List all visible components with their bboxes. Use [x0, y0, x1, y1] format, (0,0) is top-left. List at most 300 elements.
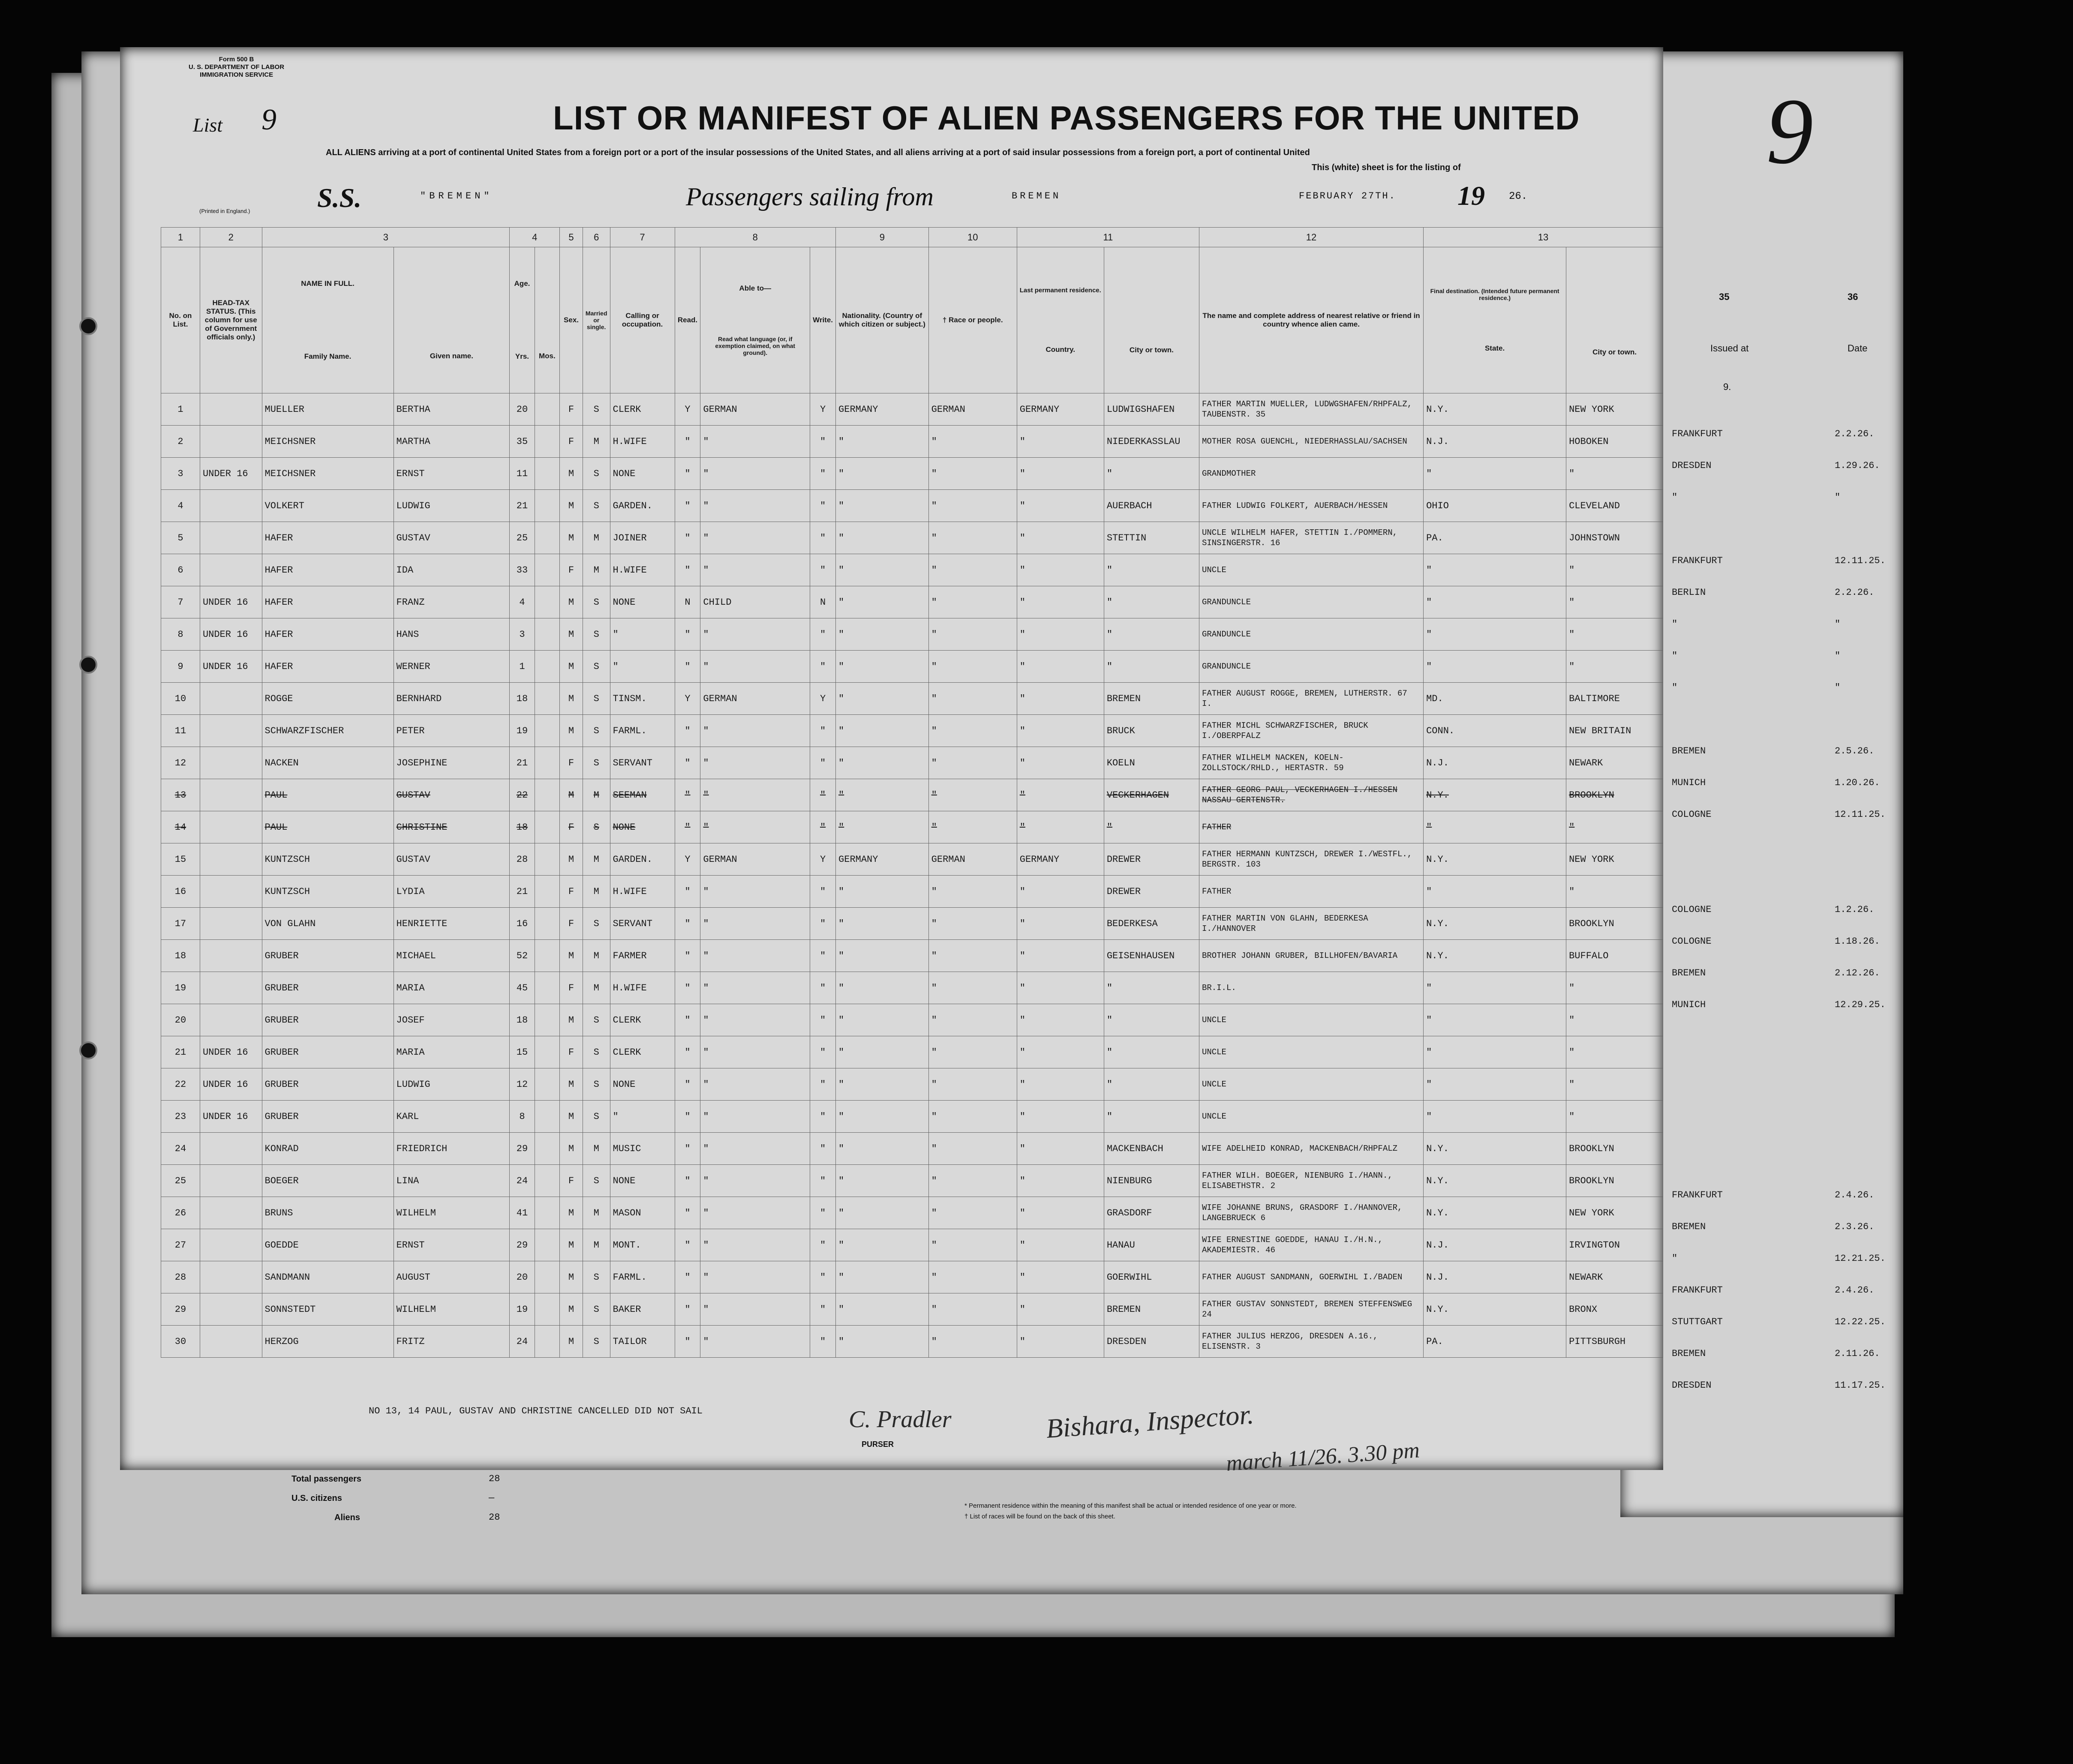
sheet-number: 9 [1766, 79, 1813, 183]
head-tax-status [200, 1229, 262, 1261]
year-prefix: 19 [1457, 180, 1485, 211]
sex: F [560, 972, 583, 1004]
row-number: 20 [161, 1004, 200, 1036]
table-row [161, 1293, 1663, 1326]
table-row [161, 458, 1663, 490]
can-write: " [810, 1036, 836, 1068]
issued-date: 2.5.26. [1835, 746, 1875, 756]
issued-at-place: STUTTGART [1672, 1317, 1723, 1327]
issued-at-place: COLOGNE [1672, 936, 1712, 947]
can-read: " [675, 908, 700, 940]
date-header: Date [1848, 343, 1868, 354]
age-years: 41 [510, 1197, 535, 1229]
marital-status: S [583, 1068, 610, 1101]
race: " [928, 1101, 1017, 1133]
age-years: 3 [510, 618, 535, 651]
marital-status: M [583, 1133, 610, 1165]
sex: M [560, 683, 583, 715]
residence-city: VECKERHAGEN [1104, 779, 1199, 811]
issued-at-place: MUNICH [1672, 777, 1706, 788]
marital-status: S [583, 747, 610, 779]
col-num: 8 [675, 228, 836, 247]
sex: M [560, 1261, 583, 1293]
can-read: Y [675, 683, 700, 715]
nearest-relative: GRANDUNCLE [1199, 618, 1423, 651]
can-read: " [675, 715, 700, 747]
can-read: " [675, 490, 700, 522]
sex: M [560, 1101, 583, 1133]
occupation: CLERK [610, 393, 675, 426]
age-years: 1 [510, 651, 535, 683]
destination-city: " [1566, 1004, 1663, 1036]
can-read: " [675, 779, 700, 811]
destination-city: " [1566, 651, 1663, 683]
can-read: " [675, 1068, 700, 1101]
table-row [161, 908, 1663, 940]
age-years: 16 [510, 908, 535, 940]
age-months [535, 1165, 560, 1197]
residence-city: NIEDERKASSLAU [1104, 426, 1199, 458]
issued-at-place: FRANKFURT [1672, 429, 1723, 439]
destination-city: JOHNSTOWN [1566, 522, 1663, 554]
given-name: WILHELM [394, 1197, 510, 1229]
table-row [161, 1004, 1663, 1036]
nearest-relative: FATHER MICHL SCHWARZFISCHER, BRUCK I./OBERPFALZ [1199, 715, 1423, 747]
head-tax-status [200, 843, 262, 876]
age-months [535, 1326, 560, 1358]
sex: F [560, 426, 583, 458]
issued-at-place: DRESDEN [1672, 460, 1712, 471]
issued-date: 2.4.26. [1835, 1190, 1875, 1200]
given-name: ERNST [394, 458, 510, 490]
nationality: GERMANY [836, 843, 929, 876]
destination-state: OHIO [1424, 490, 1566, 522]
age-months [535, 1229, 560, 1261]
family-name: GRUBER [262, 972, 394, 1004]
table-row [161, 940, 1663, 972]
yrs-label: Yrs. [515, 352, 529, 360]
age-months [535, 747, 560, 779]
head-tax-status: UNDER 16 [200, 1036, 262, 1068]
row-number: 12 [161, 747, 200, 779]
can-read: " [675, 1165, 700, 1197]
head-tax-status: UNDER 16 [200, 651, 262, 683]
age-months [535, 1133, 560, 1165]
nationality: " [836, 908, 929, 940]
age-months [535, 1036, 560, 1068]
age-years: 8 [510, 1101, 535, 1133]
total-passengers-value: 28 [489, 1473, 500, 1484]
residence-city: " [1104, 458, 1199, 490]
head-tax-status [200, 1165, 262, 1197]
nationality: " [836, 1165, 929, 1197]
inspector-signature: Bishara, Inspector. [1045, 1399, 1255, 1444]
residence-city: " [1104, 1004, 1199, 1036]
head-tax-status [200, 1326, 262, 1358]
can-read: " [675, 972, 700, 1004]
nearest-relative: FATHER HERMANN KUNTZSCH, DREWER I./WESTFL., BERGSTR. 103 [1199, 843, 1423, 876]
nationality: GERMANY [836, 393, 929, 426]
issued-at-place: BREMEN [1672, 968, 1706, 978]
sex: F [560, 811, 583, 843]
age-label: Age. [514, 279, 530, 288]
nationality: " [836, 458, 929, 490]
read-language: " [700, 554, 810, 586]
given-name: GUSTAV [394, 522, 510, 554]
age-years: 45 [510, 972, 535, 1004]
can-write: " [810, 522, 836, 554]
can-write: " [810, 458, 836, 490]
nearest-relative: UNCLE [1199, 1068, 1423, 1101]
given-name: PETER [394, 715, 510, 747]
can-write: " [810, 747, 836, 779]
family-name: KONRAD [262, 1133, 394, 1165]
given-name: MARIA [394, 972, 510, 1004]
marital-status: M [583, 522, 610, 554]
destination-state: " [1424, 811, 1566, 843]
residence-country: " [1017, 586, 1104, 618]
marital-status: M [583, 1229, 610, 1261]
read-language: " [700, 618, 810, 651]
issued-at-place: FRANKFURT [1672, 555, 1723, 566]
marital-status: S [583, 651, 610, 683]
residence-city: " [1104, 811, 1199, 843]
marital-status: S [583, 490, 610, 522]
row-number: 4 [161, 490, 200, 522]
nearest-relative: FATHER GUSTAV SONNSTEDT, BREMEN STEFFENSWEG 24 [1199, 1293, 1423, 1326]
can-write: " [810, 651, 836, 683]
given-name: MARIA [394, 1036, 510, 1068]
residence-city: GRASDORF [1104, 1197, 1199, 1229]
col-num: 5 [560, 228, 583, 247]
aliens-value: 28 [489, 1512, 500, 1523]
residence-country: GERMANY [1017, 393, 1104, 426]
nationality: " [836, 1293, 929, 1326]
residence-city: DRESDEN [1104, 1326, 1199, 1358]
age-months [535, 1197, 560, 1229]
race: " [928, 940, 1017, 972]
nearest-relative: FATHER MARTIN MUELLER, LUDWGSHAFEN/RHPFALZ, TAUBENSTR. 35 [1199, 393, 1423, 426]
age-months [535, 522, 560, 554]
can-read: " [675, 1133, 700, 1165]
issued-date: " [1835, 492, 1841, 503]
read-language: " [700, 490, 810, 522]
age-months [535, 426, 560, 458]
occupation: BAKER [610, 1293, 675, 1326]
destination-state: " [1424, 554, 1566, 586]
last-residence-label: Last permanent residence. [1019, 286, 1101, 294]
sex: M [560, 1197, 583, 1229]
residence-city: GOERWIHL [1104, 1261, 1199, 1293]
issued-at-place: BREMEN [1672, 1221, 1706, 1232]
destination-state: " [1424, 458, 1566, 490]
nationality: " [836, 1133, 929, 1165]
residence-city: BREMEN [1104, 683, 1199, 715]
given-name: FRIEDRICH [394, 1133, 510, 1165]
head-tax-status: UNDER 16 [200, 1101, 262, 1133]
sailing-label: Passengers sailing from [686, 183, 934, 211]
destination-city: " [1566, 458, 1663, 490]
row-number: 10 [161, 683, 200, 715]
destination-city: BUFFALO [1566, 940, 1663, 972]
occupation: JOINER [610, 522, 675, 554]
nearest-relative: GRANDMOTHER [1199, 458, 1423, 490]
citizens-label: U.S. citizens [291, 1494, 342, 1503]
residence-country: " [1017, 651, 1104, 683]
age-years: 21 [510, 876, 535, 908]
can-read: " [675, 1261, 700, 1293]
issued-at-place: " [1672, 651, 1678, 661]
table-row [161, 1165, 1663, 1197]
read-language: CHILD [700, 586, 810, 618]
destination-city: " [1566, 972, 1663, 1004]
nationality: " [836, 1101, 929, 1133]
family-name: GRUBER [262, 940, 394, 972]
purser-label: PURSER [862, 1440, 894, 1449]
family-name: GRUBER [262, 1036, 394, 1068]
race: " [928, 1068, 1017, 1101]
head-tax-status [200, 426, 262, 458]
sex: F [560, 393, 583, 426]
table-row [161, 1133, 1663, 1165]
manifest-sheet [120, 47, 1663, 1523]
nearest-relative: FATHER WILHELM NACKEN, KOELN-ZOLLSTOCK/RHLD., HERTASTR. 59 [1199, 747, 1423, 779]
family-name: KUNTZSCH [262, 843, 394, 876]
nationality: " [836, 490, 929, 522]
final-destination-label: Final destination. (Intended future permanent residence.) [1430, 288, 1559, 301]
col-num: 11 [1017, 228, 1199, 247]
age-months [535, 972, 560, 1004]
head-tax-status [200, 683, 262, 715]
destination-city: PITTSBURGH [1566, 1326, 1663, 1358]
given-name-label: Given name. [430, 352, 473, 360]
column-numbers [161, 228, 1663, 247]
destination-state: " [1424, 876, 1566, 908]
row-number: 1 [161, 393, 200, 426]
age-months [535, 1004, 560, 1036]
marital-status: S [583, 618, 610, 651]
family-name: NACKEN [262, 747, 394, 779]
race: " [928, 779, 1017, 811]
marital-status: M [583, 554, 610, 586]
marital-status: S [583, 1036, 610, 1068]
row-number: 23 [161, 1101, 200, 1133]
residence-city: STETTIN [1104, 522, 1199, 554]
state-label: State. [1484, 344, 1505, 352]
race: " [928, 683, 1017, 715]
read-language: " [700, 1326, 810, 1358]
head-tax-status: UNDER 16 [200, 618, 262, 651]
destination-state: N.J. [1424, 1229, 1566, 1261]
marital-status: S [583, 811, 610, 843]
sex: F [560, 747, 583, 779]
given-name: BERNHARD [394, 683, 510, 715]
issued-sub: 9. [1723, 381, 1731, 392]
sex: M [560, 1004, 583, 1036]
inspection-date: march 11/26. 3.30 pm [1225, 1438, 1421, 1476]
row-number: 30 [161, 1326, 200, 1358]
nationality: " [836, 972, 929, 1004]
race: " [928, 458, 1017, 490]
table-row [161, 618, 1663, 651]
given-name: LUDWIG [394, 1068, 510, 1101]
age-years: 19 [510, 1293, 535, 1326]
table-row [161, 522, 1663, 554]
marital-status: M [583, 972, 610, 1004]
given-name: ERNST [394, 1229, 510, 1261]
age-months [535, 1293, 560, 1326]
head-tax-status [200, 972, 262, 1004]
ship-name: "BREMEN" [420, 191, 493, 201]
can-read: Y [675, 843, 700, 876]
age-months [535, 490, 560, 522]
can-read: " [675, 554, 700, 586]
age-months [535, 940, 560, 972]
residence-country: " [1017, 522, 1104, 554]
row-number: 27 [161, 1229, 200, 1261]
table-row [161, 683, 1663, 715]
read-language: " [700, 1165, 810, 1197]
sex: M [560, 651, 583, 683]
family-name: BRUNS [262, 1197, 394, 1229]
row-number: 16 [161, 876, 200, 908]
occupation: GARDEN. [610, 490, 675, 522]
table-row [161, 1101, 1663, 1133]
residence-country: " [1017, 1165, 1104, 1197]
destination-state: " [1424, 586, 1566, 618]
destination-city: IRVINGTON [1566, 1229, 1663, 1261]
occupation: NONE [610, 458, 675, 490]
row-number: 8 [161, 618, 200, 651]
occupation: NONE [610, 1165, 675, 1197]
can-write: " [810, 554, 836, 586]
age-years: 21 [510, 490, 535, 522]
column-headers [161, 247, 1663, 393]
ss-label: S.S. [317, 183, 362, 213]
issued-date: 2.2.26. [1835, 429, 1875, 439]
destination-state: " [1424, 1004, 1566, 1036]
residence-city: " [1104, 1036, 1199, 1068]
given-name: MARTHA [394, 426, 510, 458]
country-label: Country. [1046, 345, 1076, 354]
can-write: Y [810, 683, 836, 715]
nearest-relative: UNCLE [1199, 1101, 1423, 1133]
destination-state: N.Y. [1424, 843, 1566, 876]
can-write: " [810, 908, 836, 940]
can-write: Y [810, 393, 836, 426]
issued-date: 1.29.26. [1835, 460, 1880, 471]
head-tax-status [200, 554, 262, 586]
given-name: JOSEF [394, 1004, 510, 1036]
can-read: " [675, 1326, 700, 1358]
head-tax-header: HEAD-TAX STATUS. (This column for use of Government officials only.) [200, 247, 262, 393]
age-years: 33 [510, 554, 535, 586]
nationality-header: Nationality. (Country of which citizen or subject.) [836, 247, 929, 393]
nearest-relative: UNCLE WILHELM HAFER, STETTIN I./POMMERN, SINSINGERSTR. 16 [1199, 522, 1423, 554]
given-name: FRITZ [394, 1326, 510, 1358]
row-number: 2 [161, 426, 200, 458]
destination-state: N.J. [1424, 747, 1566, 779]
age-years: 24 [510, 1165, 535, 1197]
occupation: H.WIFE [610, 972, 675, 1004]
given-name: WERNER [394, 651, 510, 683]
head-tax-status [200, 1004, 262, 1036]
nearest-relative: FATHER MARTIN VON GLAHN, BEDERKESA I./HANNOVER [1199, 908, 1423, 940]
destination-city: BROOKLYN [1566, 779, 1663, 811]
age-years: 18 [510, 683, 535, 715]
nationality: " [836, 1229, 929, 1261]
race: " [928, 747, 1017, 779]
can-read: " [675, 426, 700, 458]
nearest-relative: GRANDUNCLE [1199, 651, 1423, 683]
destination-city: BRONX [1566, 1293, 1663, 1326]
row-number: 11 [161, 715, 200, 747]
destination-city: " [1566, 1036, 1663, 1068]
row-number: 15 [161, 843, 200, 876]
issued-at-place: BREMEN [1672, 746, 1706, 756]
marital-status: S [583, 1165, 610, 1197]
given-name: KARL [394, 1101, 510, 1133]
table-row [161, 972, 1663, 1004]
nearest-relative: FATHER GEORG PAUL, VECKERHAGEN I./HESSEN NASSAU GERTENSTR. [1199, 779, 1423, 811]
can-read: N [675, 586, 700, 618]
can-read: Y [675, 393, 700, 426]
head-tax-status: UNDER 16 [200, 458, 262, 490]
given-name: WILHELM [394, 1293, 510, 1326]
marital-status: S [583, 458, 610, 490]
can-write: " [810, 1229, 836, 1261]
binder-hole [79, 656, 97, 674]
yrs-header [510, 247, 535, 393]
dest-city-header [1566, 247, 1663, 393]
age-months [535, 393, 560, 426]
nearest-relative: UNCLE [1199, 1036, 1423, 1068]
residence-country: " [1017, 1197, 1104, 1229]
residence-country: " [1017, 1036, 1104, 1068]
read-language: " [700, 1036, 810, 1068]
age-months [535, 843, 560, 876]
occupation: SERVANT [610, 747, 675, 779]
read-language: " [700, 779, 810, 811]
head-tax-status [200, 1293, 262, 1326]
read-language: " [700, 522, 810, 554]
destination-state: N.Y. [1424, 1165, 1566, 1197]
sex: M [560, 618, 583, 651]
family-name: MEICHSNER [262, 458, 394, 490]
nationality: " [836, 522, 929, 554]
nearest-relative: UNCLE [1199, 1004, 1423, 1036]
residence-country: " [1017, 1133, 1104, 1165]
family-name: MUELLER [262, 393, 394, 426]
age-years: 21 [510, 747, 535, 779]
marital-status: S [583, 1101, 610, 1133]
family-name: GRUBER [262, 1004, 394, 1036]
occupation: NONE [610, 586, 675, 618]
can-read: " [675, 1293, 700, 1326]
nationality: " [836, 811, 929, 843]
nearest-relative: FATHER [1199, 811, 1423, 843]
city-header [1104, 247, 1199, 393]
given-name: IDA [394, 554, 510, 586]
race: " [928, 1036, 1017, 1068]
can-write: " [810, 1101, 836, 1133]
sex: M [560, 1068, 583, 1101]
residence-country: " [1017, 811, 1104, 843]
nationality: " [836, 1004, 929, 1036]
table-row [161, 1197, 1663, 1229]
occupation: MUSIC [610, 1133, 675, 1165]
table-row [161, 811, 1663, 843]
